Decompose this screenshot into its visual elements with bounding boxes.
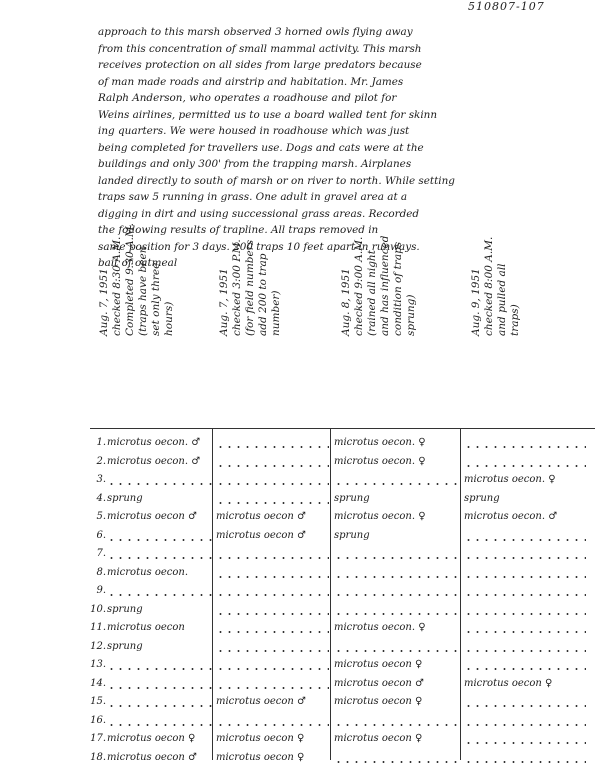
- trap-result: microtus oecon ♂: [216, 529, 306, 541]
- column-header-line: Aug. 7, 1951: [218, 268, 230, 336]
- page-id: 510807-107: [468, 0, 545, 13]
- table-row: [80, 749, 595, 768]
- empty-cell-dots: [334, 582, 457, 601]
- trap-result: sprung: [464, 492, 500, 504]
- narrative-line: traps saw 5 running in grass. One adult in gravel area at a: [98, 191, 408, 203]
- empty-cell-dots: [216, 545, 329, 564]
- empty-cell-dots: [334, 564, 457, 583]
- narrative-line: approach to this marsh observed 3 horned owls flying away: [98, 26, 413, 38]
- narrative-line: of man made roads and airstrip and habitation. Mr. James: [98, 75, 404, 88]
- empty-cell-dots: [334, 712, 457, 731]
- empty-cell-dots: [464, 582, 586, 601]
- table-row: [80, 527, 595, 546]
- trap-number: 13.: [90, 659, 106, 670]
- narrative-line: being completed for travellers use. Dogs and cats were at the: [98, 141, 424, 154]
- trap-number: 16.: [90, 714, 106, 726]
- table-row: [80, 601, 595, 620]
- table-row: [80, 545, 595, 564]
- empty-cell-dots: [216, 453, 329, 472]
- trap-result: microtus oecon.: [107, 566, 189, 578]
- empty-cell-dots: [216, 619, 329, 638]
- empty-cell-dots: [464, 619, 586, 638]
- column-header-line: Aug. 7, 1951: [98, 268, 110, 336]
- narrative-line: landed directly to south of marsh or on river to north. While setting: [98, 174, 455, 187]
- trap-number: 2.: [96, 455, 106, 467]
- trap-result: microtus oecon: [107, 622, 185, 633]
- empty-cell-dots: [464, 730, 586, 749]
- empty-cell-dots: [107, 545, 213, 564]
- empty-cell-dots: [464, 601, 586, 620]
- trap-result: sprung: [334, 492, 370, 504]
- table-row: [80, 490, 595, 509]
- trap-result: sprung: [107, 603, 143, 615]
- column-header-line: checked 8:00 A.M.: [483, 236, 495, 336]
- empty-cell-dots: [464, 434, 586, 453]
- narrative-line: same position for 3 days. 200 traps 10 feet apart in runways.: [98, 240, 420, 253]
- trap-number: 5.: [96, 511, 106, 522]
- empty-cell-dots: [464, 564, 586, 583]
- column-header-line: (traps have been: [137, 246, 149, 336]
- column-header-line: sprung): [405, 294, 417, 336]
- empty-cell-dots: [107, 712, 213, 731]
- trap-result: microtus oecon ♀: [107, 733, 196, 744]
- empty-cell-dots: [107, 582, 213, 601]
- narrative-line: buildings and only 300' from the trapping marsh. Airplanes: [98, 158, 412, 170]
- column-header-line: checked 8:30 A.M.: [111, 236, 123, 336]
- trap-result: microtus oecon ♂: [216, 511, 306, 522]
- trap-result: microtus oecon ♀: [334, 733, 423, 744]
- trap-result: microtus oecon. ♀: [334, 455, 426, 467]
- trap-number: 12.: [90, 640, 106, 652]
- narrative-line: the following results of trapline. All traps removed in: [98, 224, 379, 236]
- empty-cell-dots: [216, 564, 329, 583]
- column-header-line: add 200 to trap: [257, 253, 269, 336]
- trap-number: 1.: [96, 437, 106, 448]
- empty-cell-dots: [107, 656, 213, 675]
- trap-result: microtus oecon. ♀: [334, 511, 426, 522]
- empty-cell-dots: [216, 638, 329, 657]
- trap-result: microtus oecon. ♀: [464, 474, 556, 485]
- trap-result: sprung: [107, 640, 143, 652]
- trap-number: 15.: [90, 696, 106, 707]
- trap-result: microtus oecon. ♀: [334, 622, 426, 633]
- column-header-line: hours): [163, 301, 175, 336]
- table-row: [80, 638, 595, 657]
- trap-result: microtus oecon ♂: [334, 677, 424, 689]
- table-row: [80, 675, 595, 694]
- trap-result: microtus oecon ♀: [334, 696, 423, 707]
- table-row: [80, 508, 595, 527]
- trap-result: microtus oecon ♀: [216, 751, 305, 763]
- narrative-line: Ralph Anderson, who operates a roadhouse and pilot for: [98, 92, 397, 104]
- column-header-aug-9: [470, 216, 522, 336]
- trap-result: microtus oecon ♂: [107, 751, 197, 763]
- column-header-line: number): [270, 290, 282, 336]
- column-header-line: traps): [509, 304, 521, 336]
- trap-number: 17.: [90, 733, 106, 744]
- column-header-aug-8: [340, 216, 418, 336]
- trap-number: 7.: [96, 548, 106, 559]
- column-header-line: Completed 9:30 A.M.: [124, 222, 136, 336]
- narrative-line: Weins airlines, permitted us to use a board walled tent for skinn: [98, 108, 438, 121]
- narrative-line: ing quarters. We were housed in roadhouse which was just: [98, 125, 410, 137]
- table-row: [80, 434, 595, 453]
- trap-result: microtus oecon ♀: [334, 659, 423, 670]
- trap-number: 9.: [96, 585, 106, 596]
- column-header-line: condition of traps: [392, 241, 404, 336]
- trap-result: microtus oecon ♂: [216, 696, 306, 707]
- empty-cell-dots: [464, 712, 586, 731]
- trap-result: microtus oecon. ♂: [107, 437, 201, 448]
- empty-cell-dots: [107, 675, 213, 694]
- trap-number: 8.: [96, 566, 106, 578]
- empty-cell-dots: [216, 582, 329, 601]
- empty-cell-dots: [334, 471, 457, 490]
- table-row: [80, 730, 595, 749]
- empty-cell-dots: [216, 601, 329, 620]
- column-header-line: Aug. 9, 1951: [470, 268, 482, 336]
- empty-cell-dots: [216, 656, 329, 675]
- empty-cell-dots: [216, 490, 329, 509]
- trap-result: microtus oecon. ♂: [464, 511, 558, 522]
- empty-cell-dots: [216, 712, 329, 731]
- empty-cell-dots: [464, 693, 586, 712]
- table-row: [80, 656, 595, 675]
- empty-cell-dots: [464, 527, 586, 546]
- empty-cell-dots: [334, 601, 457, 620]
- column-header-line: Aug. 8, 1951: [340, 268, 352, 336]
- trap-result: microtus oecon ♀: [216, 733, 305, 744]
- trap-number: 4.: [96, 492, 106, 504]
- empty-cell-dots: [334, 545, 457, 564]
- column-header-line: and pulled all: [496, 263, 508, 336]
- empty-cell-dots: [464, 638, 586, 657]
- empty-cell-dots: [464, 656, 586, 675]
- empty-cell-dots: [464, 545, 586, 564]
- table-row: [80, 712, 595, 731]
- empty-cell-dots: [216, 471, 329, 490]
- empty-cell-dots: [107, 693, 213, 712]
- table-row: [80, 582, 595, 601]
- empty-cell-dots: [464, 453, 586, 472]
- table-row: [80, 471, 595, 490]
- table-row: [80, 619, 595, 638]
- trap-result: microtus oecon. ♀: [334, 437, 426, 448]
- trap-result: microtus oecon. ♂: [107, 455, 201, 467]
- column-header-line: checked 9:00 A.M.: [353, 236, 365, 336]
- column-header-line: set only three: [150, 262, 162, 336]
- table-row: [80, 564, 595, 583]
- narrative-line: from this concentration of small mammal activity. This marsh: [98, 42, 422, 55]
- trap-result: sprung: [334, 529, 370, 541]
- trap-result: microtus oecon ♂: [107, 511, 197, 522]
- table-row: [80, 453, 595, 472]
- table-row: [80, 693, 595, 712]
- column-header-aug-7-morning: [98, 216, 176, 336]
- column-header-line: checked 3:00 P.M.: [231, 239, 243, 336]
- empty-cell-dots: [107, 471, 213, 490]
- column-header-line: and has influenced: [379, 235, 391, 336]
- trap-number: 14.: [90, 677, 106, 689]
- empty-cell-dots: [216, 434, 329, 453]
- narrative-line: receives protection on all sides from large predators because: [98, 59, 422, 71]
- trap-result: microtus oecon ♀: [464, 677, 553, 689]
- trap-number: 18.: [90, 751, 106, 763]
- empty-cell-dots: [334, 638, 457, 657]
- table-header-rule: [90, 428, 595, 429]
- column-header-line: (rained all night: [366, 250, 378, 336]
- trap-number: 11.: [90, 622, 106, 633]
- narrative-line: digging in dirt and using successional grass areas. Recorded: [98, 207, 420, 220]
- empty-cell-dots: [107, 527, 213, 546]
- column-header-line: (for field numbers: [244, 239, 256, 336]
- trap-number: 10.: [90, 603, 106, 615]
- trap-result: sprung: [107, 492, 143, 504]
- trap-number: 3.: [96, 474, 106, 485]
- narrative-line: bait of oatmeal: [98, 257, 178, 269]
- column-header-aug-7-afternoon: [218, 216, 283, 336]
- empty-cell-dots: [464, 749, 586, 768]
- empty-cell-dots: [334, 749, 457, 768]
- trap-number: 6.: [96, 529, 106, 541]
- empty-cell-dots: [216, 675, 329, 694]
